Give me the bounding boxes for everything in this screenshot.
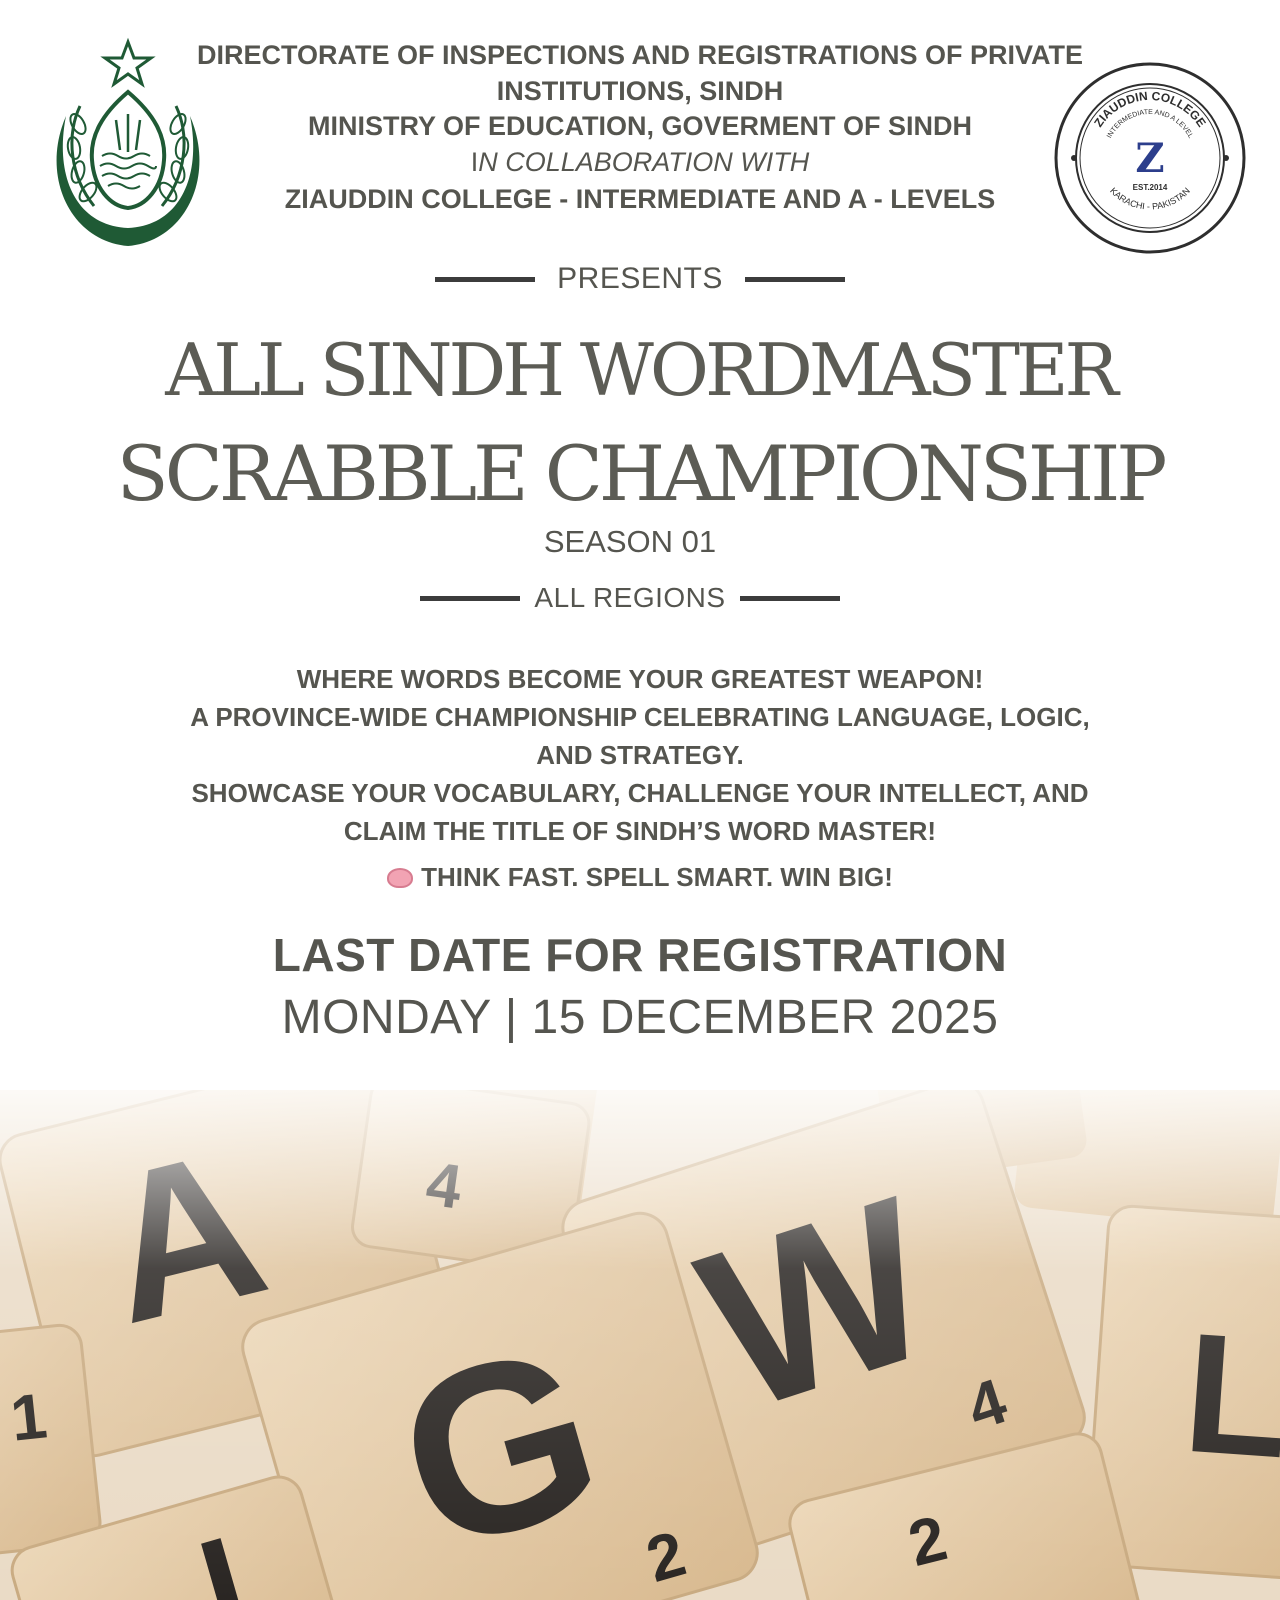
event-description	[100, 660, 1180, 850]
event-title-line-1: ALL SINDH WORDMASTER	[165, 328, 1115, 412]
divider-left	[435, 277, 535, 282]
directorate-line: DIRECTORATE OF INSPECTIONS AND REGISTRATIONS OF PRIVATE	[196, 40, 1084, 70]
seal-sub-ring-text: INTERMEDIATE AND A LEVEL	[1106, 108, 1194, 140]
regions-label: ALL REGIONS	[534, 582, 726, 613]
seal-ring-text: ZIAUDDIN COLLEGE	[1091, 88, 1209, 130]
scrabble-tiles-illustration	[0, 1090, 1280, 1600]
seal-location-text: KARACHI - PAKISTAN	[1108, 185, 1192, 212]
seal-center-mark: Z	[1135, 135, 1165, 182]
presents-row	[0, 262, 1280, 296]
divider-right	[740, 596, 840, 601]
registration-date: MONDAY | 15 DECEMBER 2025	[281, 991, 999, 1044]
ziauddin-college-seal-icon	[1052, 60, 1248, 256]
description-line: WHERE WORDS BECOME YOUR GREATEST WEAPON!	[296, 664, 984, 694]
collaboration-line	[160, 145, 1120, 180]
divider-right	[745, 277, 845, 282]
tagline	[0, 862, 1280, 893]
organizer-header	[160, 38, 1120, 217]
description-line: A PROVINCE-WIDE CHAMPIONSHIP CELEBRATING LANGUAGE, LOGIC,	[190, 702, 1090, 732]
seal-est-text: EST.2014	[1132, 183, 1168, 192]
collab-first-letter: I	[470, 147, 479, 177]
regions-row	[0, 582, 1270, 614]
institutions-line: INSTITUTIONS, SINDH	[496, 76, 784, 106]
season-label: SEASON 01	[543, 524, 717, 559]
presents-label: PRESENTS	[557, 262, 723, 295]
college-line: ZIAUDDIN COLLEGE - INTERMEDIATE AND A - LEVELS	[284, 184, 996, 214]
event-title-line-2: SCRABBLE CHAMPIONSHIP	[116, 429, 1164, 518]
collab-rest: N COLLABORATION WITH	[478, 147, 810, 177]
scrabble-tiles-photo	[0, 1090, 1280, 1600]
tagline-text: THINK FAST. SPELL SMART. WIN BIG!	[421, 862, 893, 892]
divider-left	[420, 596, 520, 601]
registration-label: LAST DATE FOR REGISTRATION	[272, 929, 1008, 981]
brain-icon	[387, 868, 413, 888]
ministry-line: MINISTRY OF EDUCATION, GOVERMENT OF SINDH	[307, 111, 973, 141]
description-line: SHOWCASE YOUR VOCABULARY, CHALLENGE YOUR INTELLECT, AND	[191, 778, 1089, 808]
description-line: CLAIM THE TITLE OF SINDH’S WORD MASTER!	[343, 816, 937, 846]
description-line: AND STRATEGY.	[536, 740, 744, 770]
